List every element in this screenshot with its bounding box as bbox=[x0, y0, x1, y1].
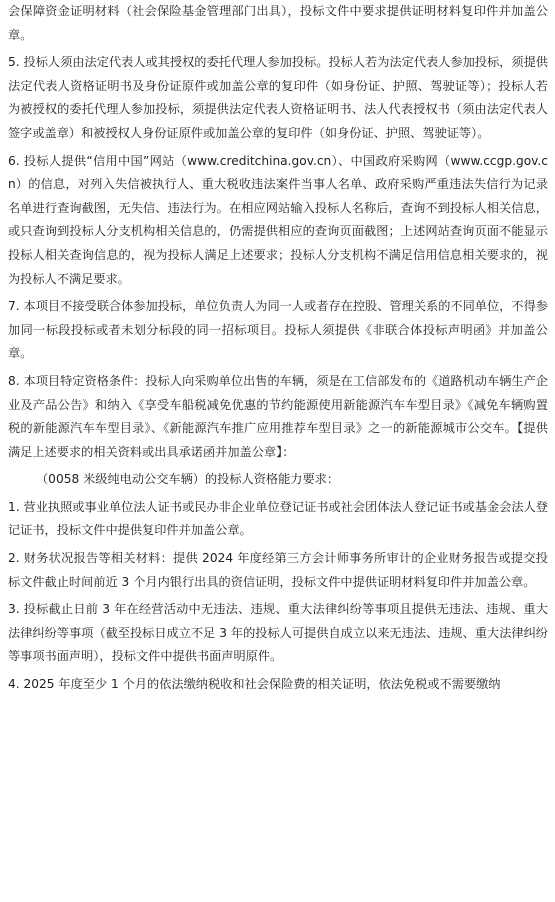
paragraph-req-2: 2. 财务状况报告等相关材料：提供 2024 年度经第三方会计师事务所审计的企业财务报告或提交投标文件截止时间前近 3 个月内银行出具的资信证明，投标文件中提供证明材料复印件并加盖公章。 bbox=[8, 551, 548, 589]
paragraph-item-7: 7. 本项目不接受联合体参加投标，单位负责人为同一人或者存在控股、管理关系的不同单位，不得参加同一标段投标或者未划分标段的同一招标项目。投标人须提供《非联合体投标声明函》并加盖公章。 bbox=[8, 299, 548, 361]
paragraph-item-8: 8. 本项目特定资格条件：投标人向采购单位出售的车辆，须是在工信部发布的《道路机动车辆生产企业及产品公告》和纳入《享受车船税减免优惠的节约能源使用新能源汽车车型目录》《减免车辆购置税的新能源汽车车型目录》、《新能源汽车推广应用推荐车型目录》之一的新能源城市公交车。【提供满足上述要求的相关资料或出具承诺函并加盖公章】： bbox=[8, 373, 548, 459]
paragraph-req-3: 3. 投标截止日前 3 年在经营活动中无违法、违规、重大法律纠纷等事项且提供无违法、违规、重大法律纠纷等事项（截至投标日成立不足 3 年的投标人可提供自成立以来无违法、违规、重大法律纠纷等事项书面声明），投标文件中提供书面声明原件。 bbox=[8, 602, 548, 664]
paragraph-item-5: 5. 投标人须由法定代表人或其授权的委托代理人参加投标。投标人若为法定代表人参加投标，须提供法定代表人资格证明书及身份证原件或加盖公章的复印件（如身份证、护照、驾驶证等）；投标人若为被授权的委托代理人参加投标，须提供法定代表人资格证明书、法人代表授权书（须由法定代表人签字或盖章）和被授权人身份证原件或加盖公章的复印件（如身份证、护照、驾驶证等）。 bbox=[8, 55, 548, 140]
paragraph-social-insurance: 会保障资金证明材料（社会保险基金管理部门出具），投标文件中要求提供证明材料复印件并加盖公章。 bbox=[8, 4, 548, 42]
paragraph-req-1: 1. 营业执照或事业单位法人证书或民办非企业单位登记证书或社会团体法人登记证书或基金会法人登记证书，投标文件中提供复印件并加盖公章。 bbox=[8, 499, 548, 538]
document-body bbox=[8, 0, 548, 697]
paragraph-section-heading: （0058 米级纯电动公交车辆）的投标人资格能力要求： bbox=[36, 472, 340, 487]
paragraph-req-4: 4. 2025 年度至少 1 个月的依法缴纳税收和社会保险费的相关证明，依法免税或不需要缴纳 bbox=[8, 677, 501, 692]
paragraph-item-6: 6. 投标人提供“信用中国”网站（www.creditchina.gov.cn）、中国政府采购网（www.ccgp.gov.cn）的信息，对列入失信被执行人、重大税收违法案件当事人名单、政府采购严重违法失信行为记录名单进行查询截图，无失信、违法行为。在相应网站输入投标人名称后，查询不到投标人相关信息，或只查询到投标人分支机构相关信息的，仍需提供相应的查询页面截图；上述网站查询页面不能显示投标人相关查询信息的，视为投标人满足上述要求；投标人分支机构不满足信用信息相关要求的，视为投标人不满足要求。 bbox=[8, 153, 548, 286]
